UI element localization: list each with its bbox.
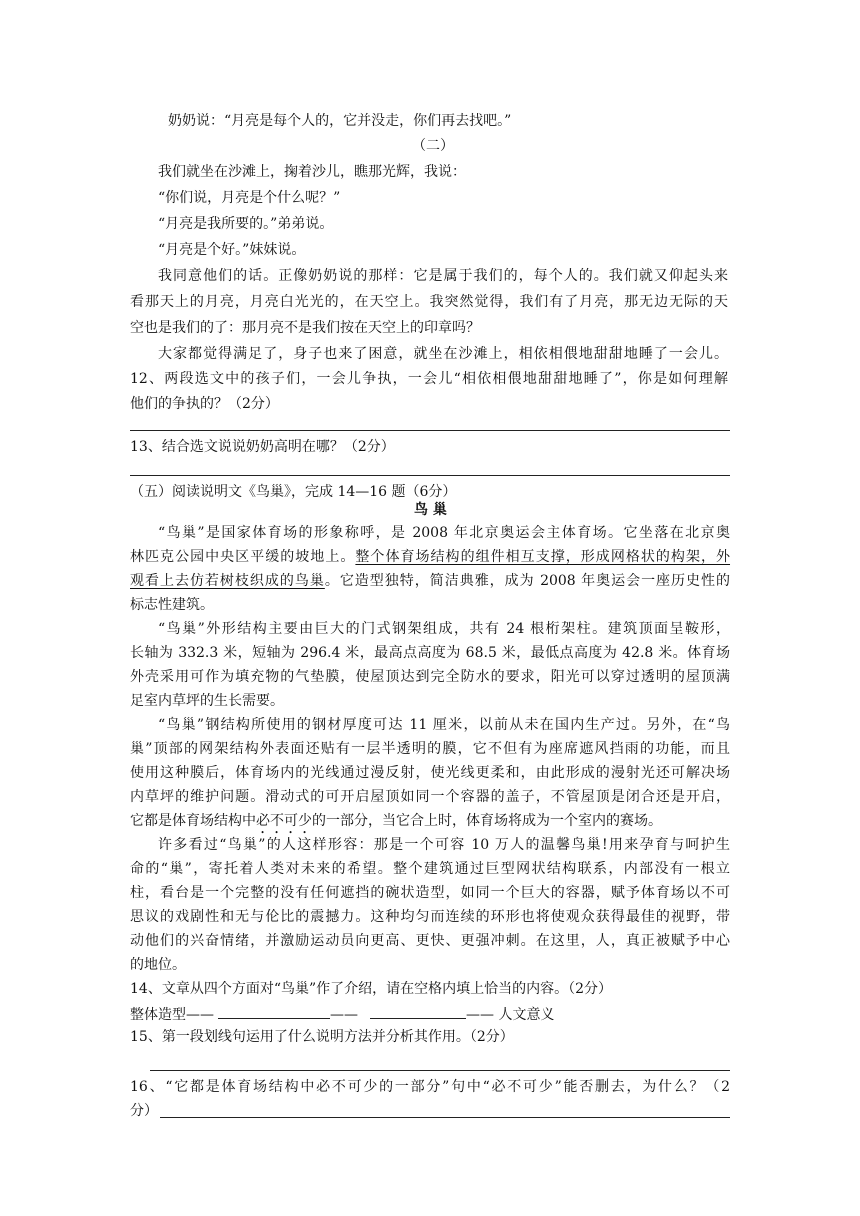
paragraph-line: “鸟巢”外形结构主要由巨大的门式钢架组成，共有 24 根桁架柱。建筑顶面呈鞍形，: [158, 621, 730, 637]
question-15: 15、第一段划线句运用了什么说明方法并分析其作用。（2分）: [130, 1029, 514, 1045]
section-subtitle: （二）: [412, 138, 454, 154]
paragraph-line: 外壳采用可作为填充物的气垫膜，使屋顶达到完全防水的要求，阳光可以穿过透明的屋顶满: [130, 669, 730, 685]
question-14: 14、文章从四个方面对“鸟巢”作了介绍，请在空格内填上恰当的内容。（2分）: [130, 981, 613, 997]
paragraph-line: 的地位。: [130, 957, 186, 973]
paragraph-line: “鸟巢”钢结构所使用的钢材厚度可达 11 厘米，以前从未在国内生产过。另外，在“鸟: [158, 717, 730, 733]
fill-blank[interactable]: [370, 1004, 466, 1019]
question-16: 16、“它都是体育场结构中必不可少的一部分”句中“必不可少”能否删去，为什么？（2: [130, 1079, 730, 1095]
paragraph-line: 使用这种膜后，体育场内的光线通过漫反射，使光线更柔和，由此形成的漫射光还可解决场: [130, 765, 730, 781]
paragraph-line: 空也是我们的了：那月亮不是我们按在天空上的印章吗？: [130, 320, 480, 336]
paragraph-line: 我们就坐在沙滩上，掬着沙儿，瞧那光辉，我说：: [158, 164, 466, 180]
paragraph-line: 巢”顶部的网架结构外表面还贴有一层半透明的膜，它不但有为座席遮风挡雨的功能，而且: [130, 741, 730, 757]
paragraph-line: 内草坪的维护问题。滑动式的可开启屋顶如同一个容器的盖子，不管屋顶是闭合还是开启，: [130, 789, 730, 805]
paragraph-line: 看那天上的月亮，月亮白光光的，在天空上。我突然觉得，我们有了月亮，那无边无际的天: [130, 294, 728, 310]
question-13: 13、结合选文说说奶奶高明在哪？（2分）: [130, 439, 395, 455]
paragraph-line: 动他们的兴奋情绪，并激励运动员向更高、更快、更强冲刺。在这里，人，真正被赋予中心: [130, 933, 730, 949]
question-12: 12、两段选文中的孩子们，一会儿争执，一会儿“相依相偎地甜甜地睡了”，你是如何理解: [130, 371, 728, 387]
paragraph-line: “鸟巢”是国家体育场的形象称呼，是 2008 年北京奥运会主体育场。它坐落在北京奥: [158, 525, 730, 541]
fill-label: ——: [330, 1007, 358, 1023]
paragraph-line: 思议的戏剧性和无与伦比的震撼力。这种均匀而连续的环形也将使观众获得最佳的视野，带: [130, 909, 730, 925]
section-heading: （五）阅读说明文《鸟巢》，完成 14—16 题（6分）: [130, 484, 457, 500]
plain-text: 林匹克公园中央区平缓的坡地上。: [130, 549, 356, 565]
paragraph-line: 长轴为 332.3 米，短轴为 296.4 米，最高点高度为 68.5 米，最低点高度为 42.8 米。体育场: [130, 645, 730, 661]
plain-text: 的一部分，当它合上时，体育场将成为一个室内的赛场。: [312, 813, 662, 829]
grandma-line: 奶奶说：“月亮是每个人的，它并没走，你们再去找吧。”: [168, 113, 512, 129]
paragraph-line: 柱，看台是一个完整的没有任何遮挡的碗状造型，如同一个巨大的容器，赋予体育场以不可: [130, 885, 730, 901]
dialogue-line: “你们说，月亮是个什么呢？”: [158, 190, 341, 206]
fill-label: 整体造型——: [130, 1007, 214, 1023]
paragraph-line: 标志性建筑。: [130, 597, 214, 613]
dotted-phrase: 必不可少: [256, 813, 312, 829]
dialogue-line: “月亮是我所要的。”弟弟说。: [158, 216, 334, 232]
paragraph-line: 许多看过“鸟巢”的人这样形容：那是一个可容 10 万人的温馨鸟巢!用来孕育与呵护生: [158, 837, 730, 853]
paragraph-line: 我同意他们的话。正像奶奶说的那样：它是属于我们的，每个人的。我们就又仰起头来: [158, 268, 728, 284]
plain-text: 它都是体育场结构中: [130, 813, 256, 829]
paragraph-line: [130, 572, 730, 590]
answer-line[interactable]: [150, 1070, 730, 1071]
paragraph-line: 大家都觉得满足了，身子也来了困意，就坐在沙滩上，相依相偎地甜甜地睡了一会儿。: [158, 346, 728, 362]
article-title: 鸟 巢: [414, 502, 447, 518]
paragraph-line: 足室内草坪的生长需要。: [130, 693, 284, 709]
question-12-cont: 他们的争执的？（2分）: [130, 396, 279, 412]
plain-text: 。它造型独特，简洁典雅，成为 2008 年奥运会一座历史性的: [324, 573, 731, 589]
answer-line[interactable]: [130, 475, 730, 476]
dialogue-line: “月亮是个好。”妹妹说。: [158, 242, 306, 258]
underlined-sentence: 整个体育场结构的组件相互支撑，形成网格状的构架，外: [355, 549, 731, 565]
underlined-sentence: 观看上去仿若树枝织成的鸟巢: [130, 573, 325, 589]
paragraph-line: 命的“巢”，寄托着人类对未来的希望。整个建筑通过巨型网状结构联系，内部没有一根立: [130, 861, 730, 877]
question-16-cont: 分）: [130, 1103, 158, 1119]
paragraph-line: [130, 548, 730, 566]
answer-line[interactable]: [130, 430, 730, 431]
fill-label: —— 人文意义: [466, 1007, 555, 1023]
question-14-fill: [130, 1004, 554, 1024]
fill-blank[interactable]: [218, 1004, 330, 1019]
answer-line[interactable]: [160, 1117, 730, 1118]
paragraph-line: [130, 812, 662, 837]
